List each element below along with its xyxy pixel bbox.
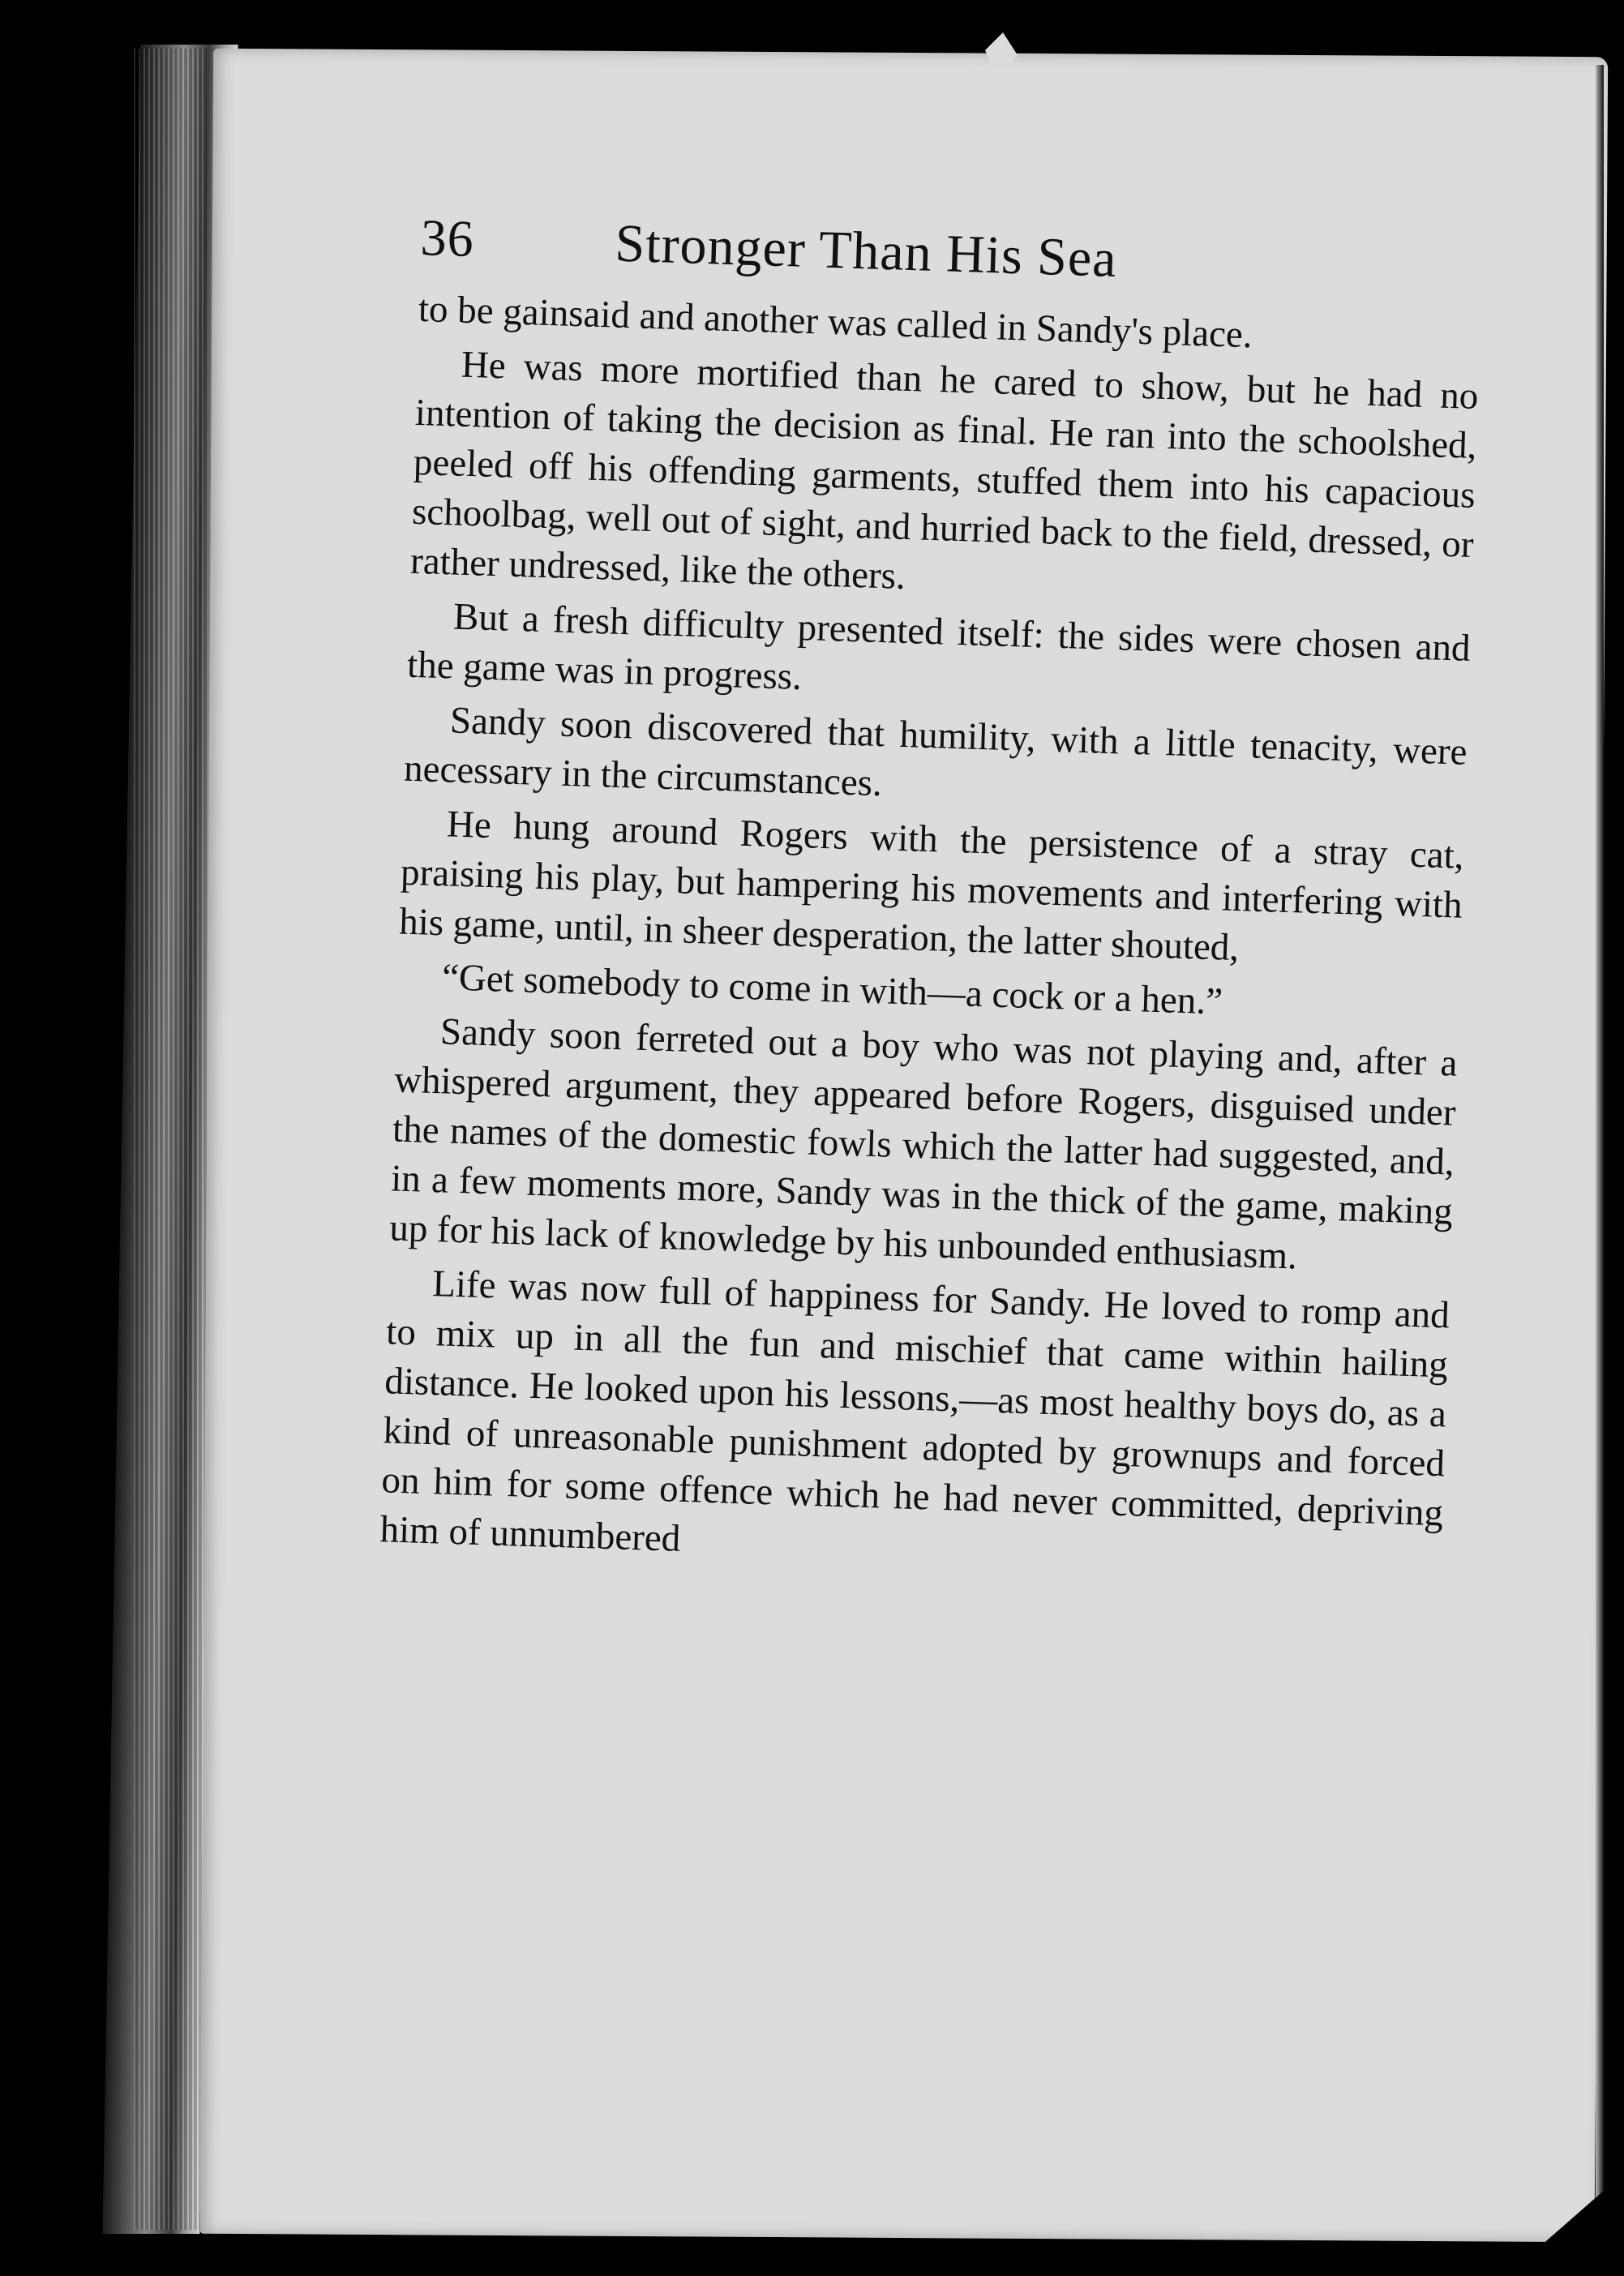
page-edges [134,49,207,2230]
page-right-edge [1596,65,1604,2214]
paragraph: Sandy soon ferreted out a boy who was not playing and, after a whispered argument, they appeared before Rogers, disguised under the names of the domestic fowls which the latter had suggested, and, in a few moments more, Sandy was in the thick of the game, making up for his lack of knowledge by his unbounded enthusiasm. [388,1010,1459,1278]
page-text-block [379,207,1484,1592]
page-number: 36 [419,208,475,268]
paragraph: “Get somebody to come in with—a cock or a hen.” [441,956,1223,1023]
running-title: Stronger Than His Sea [614,213,1118,289]
paragraph: to be gainsaid and another was called in Sandy's place. [418,287,1253,357]
paragraph: Life was now full of happiness for Sandy. He loved to romp and to mix up in all the fun and mischief that came within hailing distance. He looked upon his lessons,—as most healthy boys do, as a kind of unreasonable punishment adopted by grownups and forced on him for some offence which he had never committed, depriving him of unnumbered [379,1262,1450,1560]
torn-page-fragment [985,32,1018,65]
paragraph: He was more mortified than he cared to show, but he had no intention of taking the decision as final. He ran into the schoolshed, peeled off his offending garments, stuffed them into his capacious schoolbag, well out of sight, and hurried back to the field, dressed, or rather undressed, like the others. [409,343,1480,598]
paragraph: He hung around Rogers with the persistence of a stray cat, praising his play, but hampering his movements and interfering with his game, until, in sheer desperation, the latter shouted, [398,803,1465,970]
paragraph: But a fresh difficulty presented itself: the sides were chosen and the game was in progress. [406,595,1472,699]
paragraph: Sandy soon discovered that humility, with a little tenacity, were necessary in the circumstances. [403,699,1468,805]
